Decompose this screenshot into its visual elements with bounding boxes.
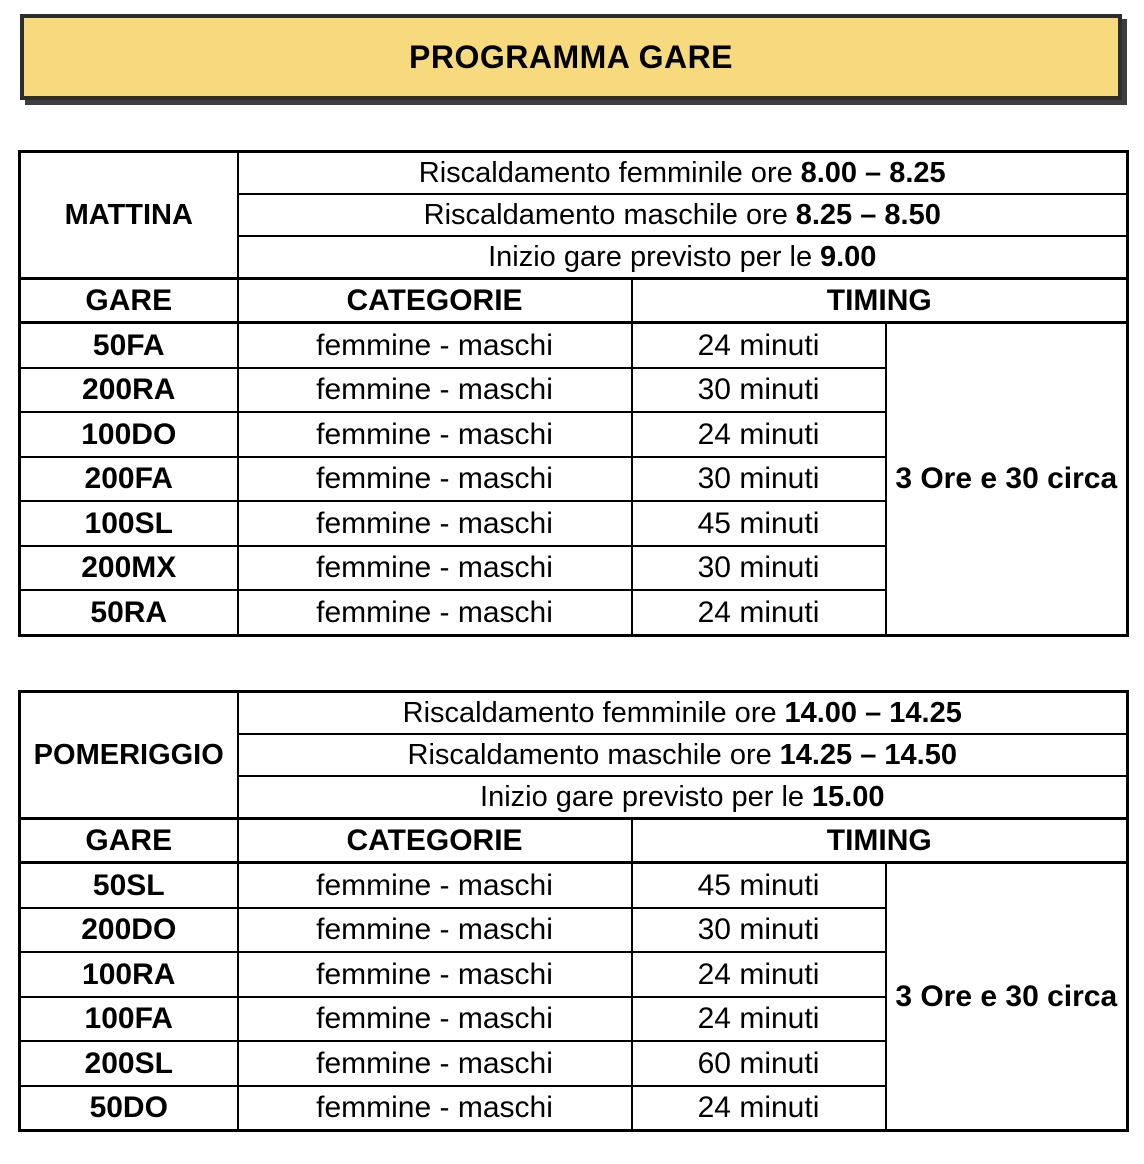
category-cell: femmine - maschi	[238, 952, 632, 997]
timing-cell: 60 minuti	[632, 1041, 886, 1086]
race-code-cell: 100SL	[20, 501, 238, 546]
warmup-male-cell	[238, 734, 1128, 776]
warmup-female-time: 14.00 – 14.25	[784, 696, 962, 729]
category-cell: femmine - maschi	[238, 1086, 632, 1131]
timing-cell: 24 minuti	[632, 590, 886, 635]
race-code-cell: 200SL	[20, 1041, 238, 1086]
category-cell: femmine - maschi	[238, 412, 632, 457]
timing-cell: 30 minuti	[632, 457, 886, 502]
race-start-label: Inizio gare previsto per le	[488, 240, 813, 273]
race-code-cell: 50RA	[20, 590, 238, 635]
race-code-cell: 50SL	[20, 863, 238, 908]
race-code-cell: 50DO	[20, 1086, 238, 1131]
warmup-male-time: 14.25 – 14.50	[779, 738, 957, 771]
session-name-cell: MATTINA	[20, 152, 238, 279]
category-cell: femmine - maschi	[238, 908, 632, 953]
session-total-cell: 3 Ore e 30 circa	[886, 323, 1128, 636]
race-code-cell: 50FA	[20, 323, 238, 368]
title-banner	[20, 14, 1122, 100]
table-row	[20, 863, 1128, 908]
timing-cell: 30 minuti	[632, 546, 886, 591]
race-code-cell: 100RA	[20, 952, 238, 997]
warmup-male-time: 8.25 – 8.50	[795, 198, 941, 231]
timing-cell: 30 minuti	[632, 368, 886, 413]
race-code-cell: 100DO	[20, 412, 238, 457]
table-header-row	[20, 819, 1128, 863]
category-cell: femmine - maschi	[238, 457, 632, 502]
race-start-cell	[238, 236, 1128, 279]
timing-cell: 24 minuti	[632, 323, 886, 368]
warmup-female-cell	[238, 152, 1128, 195]
timing-cell: 24 minuti	[632, 952, 886, 997]
warmup-female-time: 8.00 – 8.25	[800, 156, 946, 189]
category-cell: femmine - maschi	[238, 323, 632, 368]
race-code-cell: 100FA	[20, 997, 238, 1042]
column-header-timing: TIMING	[632, 819, 1128, 863]
race-code-cell: 200MX	[20, 546, 238, 591]
warmup-female-cell	[238, 692, 1128, 735]
column-header-timing: TIMING	[632, 279, 1128, 323]
timing-cell: 24 minuti	[632, 1086, 886, 1131]
column-header-gare: GARE	[20, 279, 238, 323]
warmup-male-cell	[238, 194, 1128, 236]
race-start-label: Inizio gare previsto per le	[480, 780, 805, 813]
session-name-cell: POMERIGGIO	[20, 692, 238, 819]
timing-cell: 24 minuti	[632, 997, 886, 1042]
column-header-categorie: CATEGORIE	[238, 819, 632, 863]
race-code-cell: 200DO	[20, 908, 238, 953]
morning-schedule-table	[18, 150, 1129, 637]
timing-cell: 24 minuti	[632, 412, 886, 457]
category-cell: femmine - maschi	[238, 1041, 632, 1086]
category-cell: femmine - maschi	[238, 501, 632, 546]
table-row	[20, 323, 1128, 368]
table-header-row	[20, 279, 1128, 323]
warmup-male-label: Riscaldamento maschile ore	[423, 198, 788, 231]
category-cell: femmine - maschi	[238, 997, 632, 1042]
race-start-cell	[238, 776, 1128, 819]
warmup-female-label: Riscaldamento femminile ore	[402, 696, 777, 729]
column-header-gare: GARE	[20, 819, 238, 863]
category-cell: femmine - maschi	[238, 863, 632, 908]
race-start-time: 15.00	[811, 780, 885, 813]
afternoon-schedule-table	[18, 690, 1129, 1132]
warmup-female-label: Riscaldamento femminile ore	[418, 156, 793, 189]
race-code-cell: 200FA	[20, 457, 238, 502]
warmup-male-label: Riscaldamento maschile ore	[407, 738, 772, 771]
category-cell: femmine - maschi	[238, 368, 632, 413]
page-title: PROGRAMMA GARE	[408, 38, 734, 75]
category-cell: femmine - maschi	[238, 590, 632, 635]
race-start-time: 9.00	[819, 240, 877, 273]
table-row	[20, 152, 1128, 195]
session-total-cell: 3 Ore e 30 circa	[886, 863, 1128, 1131]
table-row	[20, 692, 1128, 735]
timing-cell: 30 minuti	[632, 908, 886, 953]
timing-cell: 45 minuti	[632, 863, 886, 908]
timing-cell: 45 minuti	[632, 501, 886, 546]
category-cell: femmine - maschi	[238, 546, 632, 591]
race-code-cell: 200RA	[20, 368, 238, 413]
column-header-categorie: CATEGORIE	[238, 279, 632, 323]
